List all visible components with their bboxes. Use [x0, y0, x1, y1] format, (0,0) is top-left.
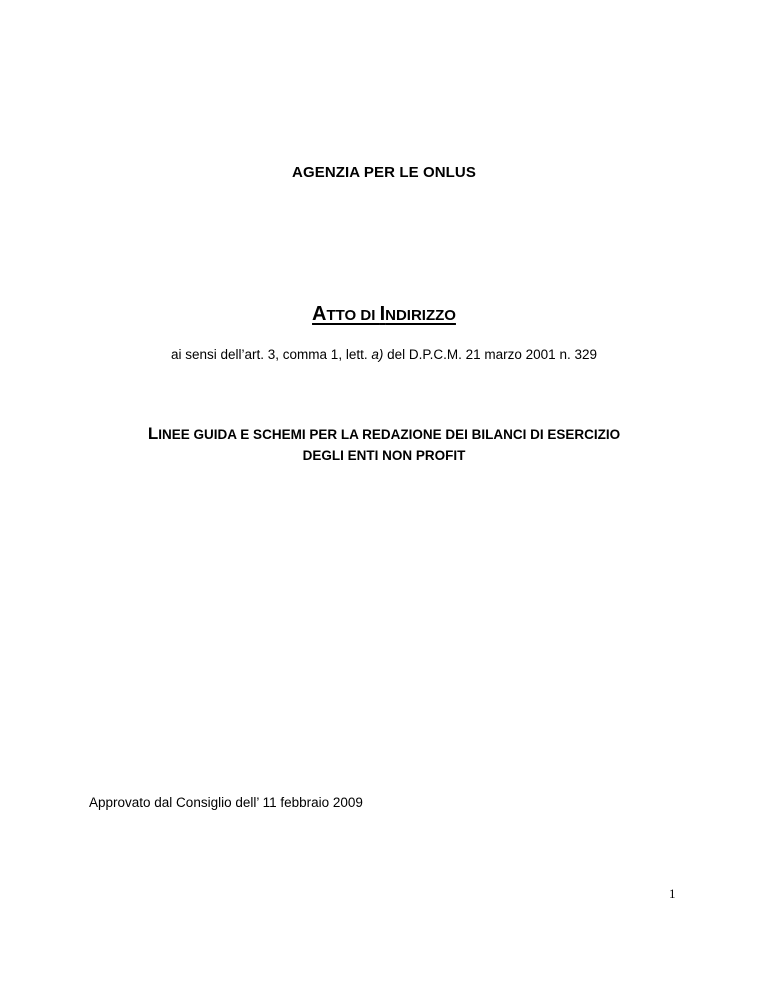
title-initial-i: I [379, 303, 386, 325]
document-title [0, 303, 768, 326]
guidelines-title-line-1 [0, 424, 768, 444]
title-initial-a: A [312, 303, 327, 325]
title-part-tto-di: TTO DI [326, 307, 380, 324]
reference-letter: a) [371, 347, 384, 362]
page-number: 1 [669, 886, 676, 901]
agency-heading: AGENZIA PER LE ONLUS [292, 164, 476, 181]
guidelines-line-1-rest: INEE GUIDA E SCHEMI PER LA REDAZIONE DEI BILANCI DI ESERCIZIO [158, 427, 621, 442]
reference-before: ai sensi dell’art. 3, comma 1, lett. [171, 347, 372, 362]
guidelines-title-line-2: DEGLI ENTI NON PROFIT [302, 448, 466, 463]
legal-reference [0, 347, 768, 362]
reference-after: del D.P.C.M. 21 marzo 2001 n. 329 [383, 347, 597, 362]
guidelines-initial: L [147, 424, 159, 443]
title-part-ndirizzo: NDIRIZZO [385, 307, 456, 324]
approval-note: Approvato dal Consiglio dell’ 11 febbraio 2009 [89, 795, 363, 810]
